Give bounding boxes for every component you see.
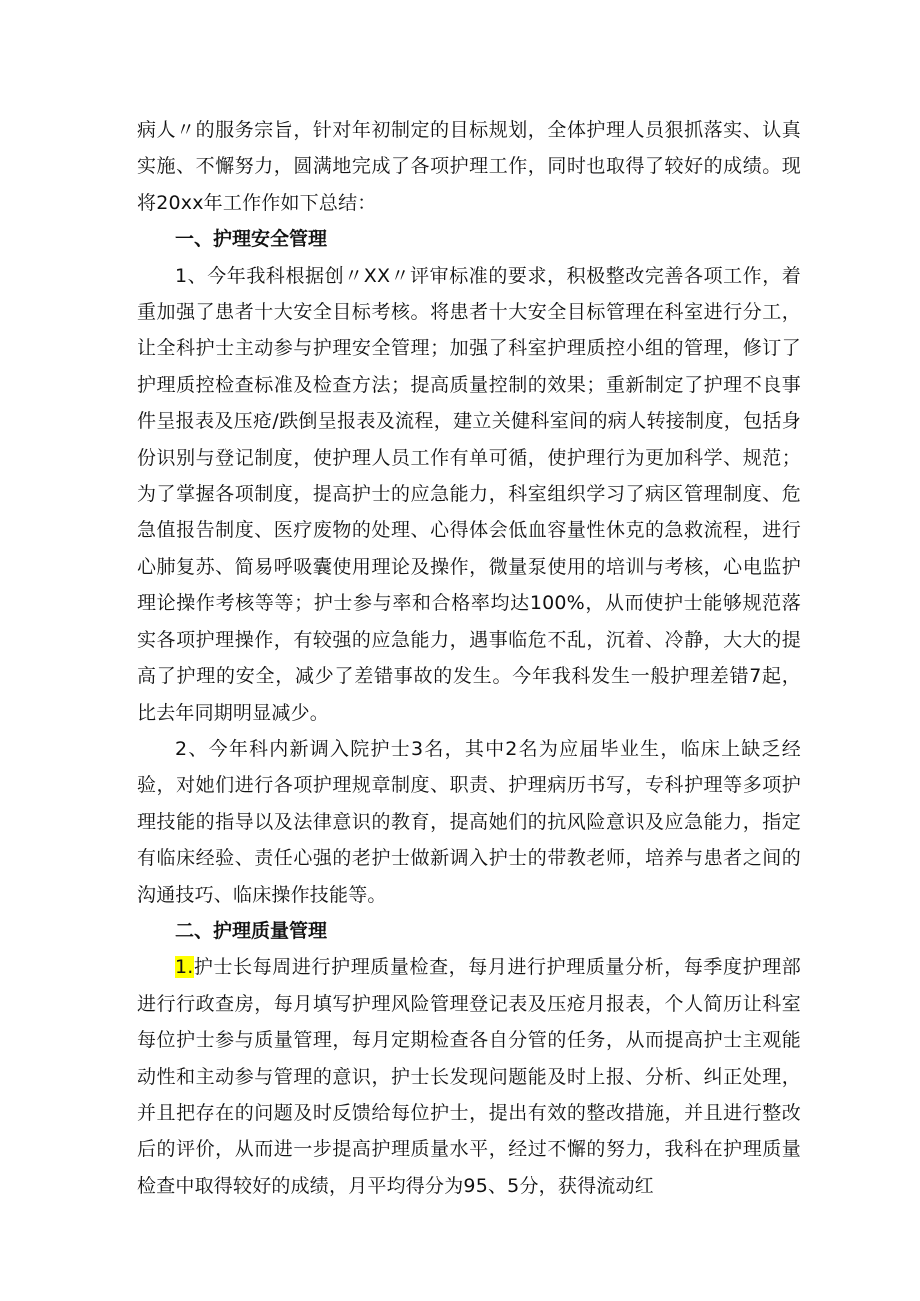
safety-paragraph-2: 2、今年科内新调入院护士3名，其中2名为应届毕业生，临床上缺乏经验，对她们进行各项护理规章制度、职责、护理病历书写，专科护理等多项护理技能的指导以及法律意识的教育，提高她们的抗风险意识及应急能力，指定有临床经验、责任心强的老护士做新调入护士的带教老师，培养与患者之间的沟通技巧、临床操作技能等。 <box>137 737 801 906</box>
quality-paragraph-1 <box>137 949 801 1204</box>
document-body <box>137 112 801 1204</box>
section-heading-quality: 二、护理质量管理 <box>175 919 328 942</box>
intro-paragraph: 病人〃的服务宗旨，针对年初制定的目标规划，全体护理人员狠抓落实、认真实施、不懈努力，圆满地完成了各项护理工作，同时也取得了较好的成绩。现将20xx年工作作如下总结： <box>137 119 801 214</box>
quality-paragraph-1-text: 护士长每周进行护理质量检查，每月进行护理质量分析，每季度护理部进行行政查房，每月填写护理风险管理登记表及压疮月报表，个人简历让科室每位护士参与质量管理，每月定期检查各自分管的任务，从而提高护士主观能动性和主动参与管理的意识，护士长发现问题能及时上报、分析、纠正处理，并且把存在的问题及时反馈给每位护士，提出有效的整改措施，并且进行整改后的评价，从而进一步提高护理质量水平，经过不懈的努力，我科在护理质量检查中取得较好的成绩，月平均得分为95、5分，获得流动红 <box>137 956 801 1197</box>
safety-paragraph-1: 1、今年我科根据创〃XX〃评审标准的要求，积极整改完善各项工作，着重加强了患者十大安全目标考核。将患者十大安全目标管理在科室进行分工，让全科护士主动参与护理安全管理；加强了科室护理质控小组的管理，修订了护理质控检查标准及检查方法；提高质量控制的效果；重新制定了护理不良事件呈报表及压疮/跌倒呈报表及流程，建立关健科室间的病人转接制度，包括身份识别与登记制度，使护理人员工作有单可循，使护理行为更加科学、规范；为了掌握各项制度，提高护士的应急能力，科室组织学习了病区管理制度、危急值报告制度、医疗废物的处理、心得体会低血容量性休克的急救流程，进行心肺复苏、简易呼吸囊使用理论及操作，微量泵使用的培训与考核，心电监护理论操作考核等等；护士参与率和合格率均达100%，从而使护士能够规范落实各项护理操作，有较强的应急能力，遇事临危不乱，沉着、冷静，大大的提高了护理的安全，减少了差错事故的发生。今年我科发生一般护理差错7起，比去年同期明显减少。 <box>137 264 801 724</box>
section-heading-safety: 一、护理安全管理 <box>175 228 328 251</box>
highlighted-list-marker: 1. <box>175 956 194 979</box>
